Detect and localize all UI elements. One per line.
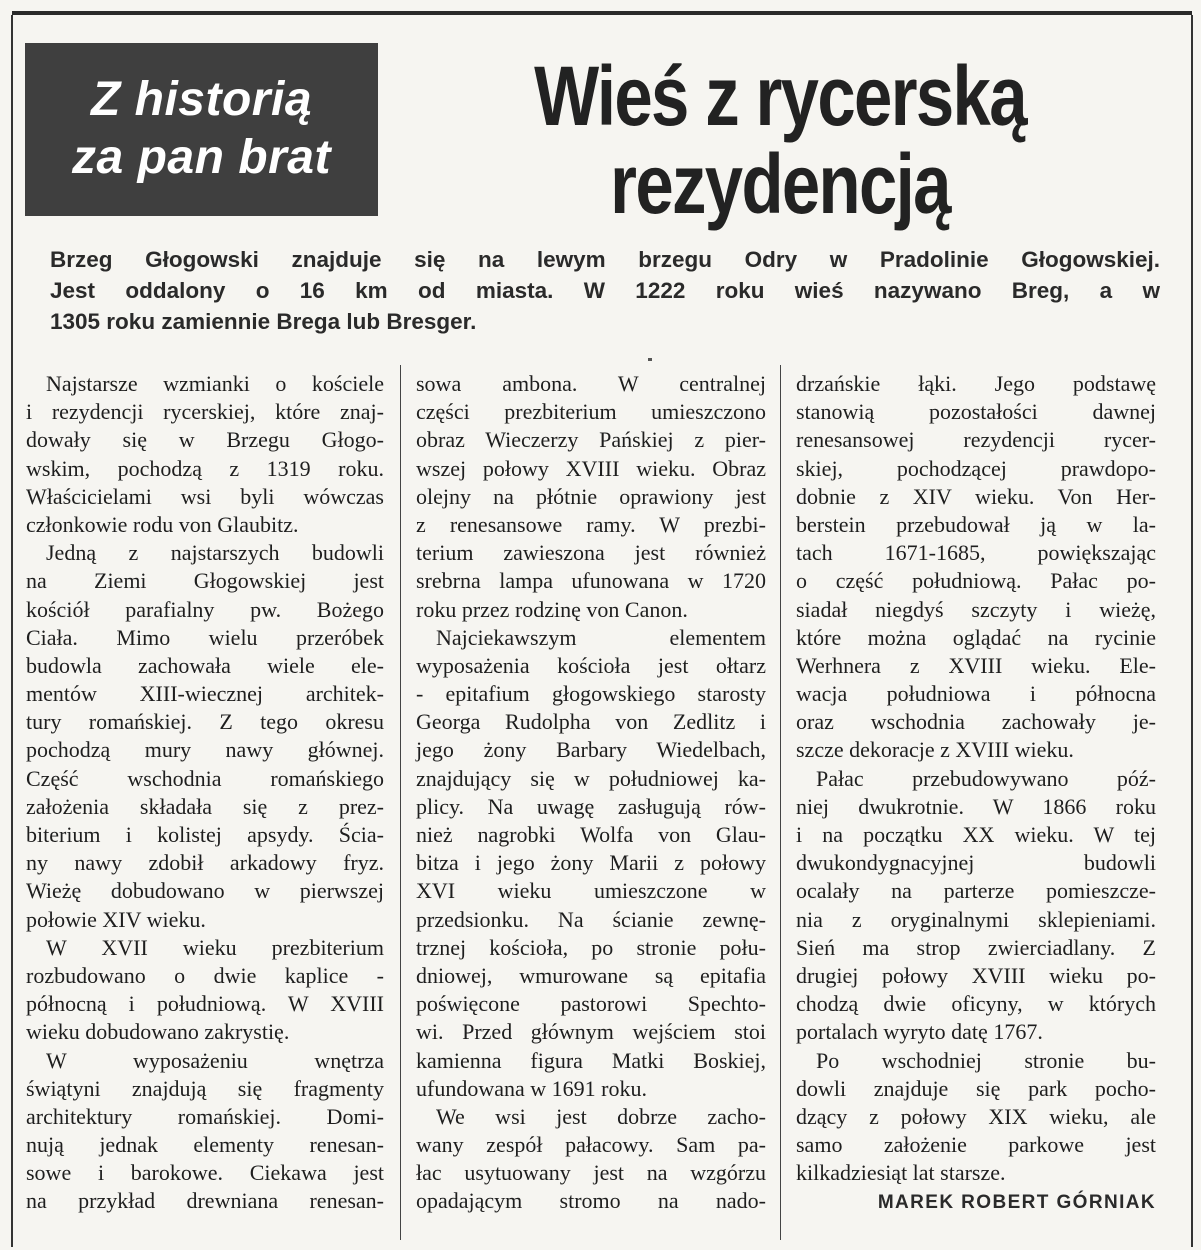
lead-paragraph (50, 244, 1160, 337)
article-line: niej dwukrotnie. W 1866 roku (796, 793, 1156, 819)
article-line: sowe i barokowe. Ciekawa jest (26, 1160, 384, 1186)
article-line: budowla zachowała wiele ele- (26, 652, 384, 678)
article-line: Po wschodniej stronie bu- (816, 1047, 1156, 1073)
article-line: We wsi jest dobrze zacho- (436, 1103, 766, 1129)
article-line: portalach wyryto datę 1767. (796, 1019, 1043, 1045)
article-line: ocalały na parterze pomieszcze- (796, 878, 1156, 904)
article-line: wany zespół pałacowy. Sam pa- (416, 1132, 766, 1158)
lead-line: 1305 roku zamiennie Brega lub Bresger. (50, 309, 477, 334)
article-line: W wyposażeniu wnętrza (46, 1047, 384, 1073)
article-line: pochodzą mury nawy głównej. (26, 737, 384, 763)
article-line: dwukondygnacyjnej budowli (796, 850, 1156, 876)
article-line: i rezydencji rycerskiej, które znaj- (26, 399, 384, 425)
article-line: terium zawieszona jest również (416, 540, 766, 566)
article-line: ny nawy zdobił arkadowy fryz. (26, 850, 384, 876)
article-column-3 (796, 370, 1156, 1218)
article-line: na Ziemi Głogowskiej jest (26, 568, 384, 594)
article-line: XVI wieku umieszczone w (416, 878, 766, 904)
article-line: srebrna lampa ufunowana w 1720 (416, 568, 766, 594)
ink-speck (648, 358, 652, 361)
article-line: poświęcone pastorowi Spechto- (416, 991, 766, 1017)
article-line: Georga Rudolpha von Zedlitz i (416, 709, 766, 735)
article-line: wszej połowy XVIII wieku. Obraz (416, 455, 766, 481)
article-line: opadającym stromo na nado- (416, 1188, 766, 1214)
column-divider (400, 365, 401, 1240)
article-line: szcze dekoracje z XVIII wieku. (796, 737, 1074, 763)
article-line: Pałac przebudowywano póź- (816, 765, 1156, 791)
article-line: W XVII wieku prezbiterium (46, 934, 384, 960)
article-line: nia z oryginalnymi sklepieniami. (796, 906, 1156, 932)
article-line: trznej kościoła, po stronie połu- (416, 934, 766, 960)
article-line: berstein przebudował ją w la- (796, 511, 1156, 537)
article-line: Jedną z najstarszych budowli (46, 540, 384, 566)
article-column-2 (416, 370, 766, 1216)
article-line: mentów XIII-wiecznej architek- (26, 681, 384, 707)
article-line: olejny na płótnie oprawiony jest (416, 483, 766, 509)
article-line: kamienna figura Matki Boskiej, (416, 1047, 766, 1073)
section-rubric (25, 43, 378, 216)
article-line: jego żony Barbary Wiedelbach, (416, 737, 766, 763)
article-line: Werhnera z XVIII wieku. Ele- (796, 652, 1156, 678)
article-line: renesansowej rezydencji rycer- (796, 427, 1156, 453)
article-line: wacja południowa i północna (796, 681, 1156, 707)
article-line: Sień ma strop zwierciadlany. Z (796, 934, 1156, 960)
article-line: dobnie z XIV wieku. Von Her- (796, 483, 1156, 509)
article-line: samo założenie parkowe jest (796, 1132, 1156, 1158)
rubric-line: za pan brat (72, 131, 331, 184)
article-line: Najciekawszym elementem (436, 624, 766, 650)
headline-line: rezydencją (610, 137, 950, 231)
article-line: dniowej, wmurowane są epitafia (416, 962, 766, 988)
article-line: plicy. Na uwagę zasługują rów- (416, 793, 766, 819)
article-line: architektury romańskiej. Domi- (26, 1103, 384, 1129)
lead-line: Brzeg Głogowski znajduje się na lewym brzegu Odry w Pradolinie Głogowskiej. (50, 247, 1160, 272)
article-line: na przykład drewniana renesan- (26, 1188, 384, 1214)
article-line: drzańskie łąki. Jego podstawę (796, 371, 1156, 396)
article-line: z renesansowe ramy. W prezbi- (416, 511, 766, 537)
article-line: obraz Wieczerzy Pańskiej z pier- (416, 427, 766, 453)
article-line: skiej, pochodzącej prawdopo- (796, 455, 1156, 481)
article-line: i na początku XX wieku. W tej (796, 822, 1156, 847)
article-line: kilkadziesiąt lat starsze. (796, 1160, 1006, 1186)
article-line: - epitafium głogowskiego starosty (416, 681, 766, 707)
article-line: tury romańskiej. Z tego okresu (26, 709, 384, 735)
article-line: rozbudowano o dwie kaplice - (26, 962, 384, 988)
article-line: Wieżę dobudowano w pierwszej (26, 878, 384, 904)
article-line: sowa ambona. W centralnej (416, 371, 766, 396)
article-line: oraz wschodnia zachowały je- (796, 709, 1156, 735)
article-line: kościół parafialny pw. Bożego (26, 596, 384, 622)
article-line: dzący z połowy XIX wieku, ale (796, 1103, 1156, 1129)
article-line: bitza i jego żony Marii z połowy (416, 850, 766, 876)
article-line: wi. Przed głównym wejściem stoi (416, 1019, 766, 1045)
article-line: stanowią pozostałości dawnej (796, 399, 1156, 425)
article-line: biterium i kolistej apsydy. Ścia- (26, 822, 384, 847)
article-line: północną i południową. W XVIII (26, 991, 384, 1017)
article-line: połowie XIV wieku. (26, 906, 206, 932)
article-line: przedsionku. Na ścianie zewnę- (416, 906, 766, 932)
column-divider (780, 365, 781, 1240)
article-column-1 (26, 370, 384, 1216)
article-line: chodzą dwie oficyny, w których (796, 991, 1156, 1017)
article-line: nież nagrobki Wolfa von Glau- (416, 822, 766, 847)
author-byline: MAREK ROBERT GÓRNIAK (877, 1192, 1156, 1214)
article-line: Część wschodnia romańskiego (26, 765, 384, 791)
rubric-line: Z historią (90, 73, 313, 126)
article-line: które można oglądać na rycinie (796, 624, 1156, 650)
article-line: Najstarsze wzmianki o kościele (46, 371, 384, 396)
article-line: o część południową. Pałac po- (796, 568, 1156, 594)
article-line: części prezbiterium umieszczono (416, 399, 766, 425)
lead-line: Jest oddalony o 16 km od miasta. W 1222 roku wieś nazywano Breg, a w (50, 278, 1160, 303)
article-line: Właścicielami wsi byli wówczas (26, 483, 384, 509)
article-line: założenia składała się z prez- (26, 793, 384, 819)
article-line: Ciała. Mimo wielu przeróbek (26, 624, 384, 650)
article-line: dowały się w Brzegu Głogo- (26, 427, 384, 453)
article-line: wyposażenia kościoła jest ołtarz (416, 652, 766, 678)
article-line: wskim, pochodzą z 1319 roku. (26, 455, 384, 481)
article-line: łac usytuowany jest na wzgórzu (416, 1160, 766, 1186)
article-line: tach 1671-1685, powiększając (796, 540, 1156, 566)
article-line: siadał niegdyś szczyty i wieżę, (796, 596, 1156, 622)
article-line: drugiej połowy XVIII wieku po- (796, 962, 1156, 988)
article-line: dowli znajduje się park pocho- (796, 1075, 1156, 1101)
article-line: roku przez rodzinę von Canon. (416, 596, 688, 622)
article-line: członkowie rodu von Glaubitz. (26, 511, 299, 537)
article-line: nują jednak elementy renesan- (26, 1132, 384, 1158)
article-line: wieku dobudowano zakrystię. (26, 1019, 290, 1045)
article-line: znajdujący się w południowej ka- (416, 765, 766, 791)
article-line: ufundowana w 1691 roku. (416, 1075, 647, 1101)
article-line: świątyni znajdują się fragmenty (26, 1075, 384, 1101)
headline-line: Wieś z rycerską (534, 49, 1026, 143)
headline (468, 49, 1091, 231)
